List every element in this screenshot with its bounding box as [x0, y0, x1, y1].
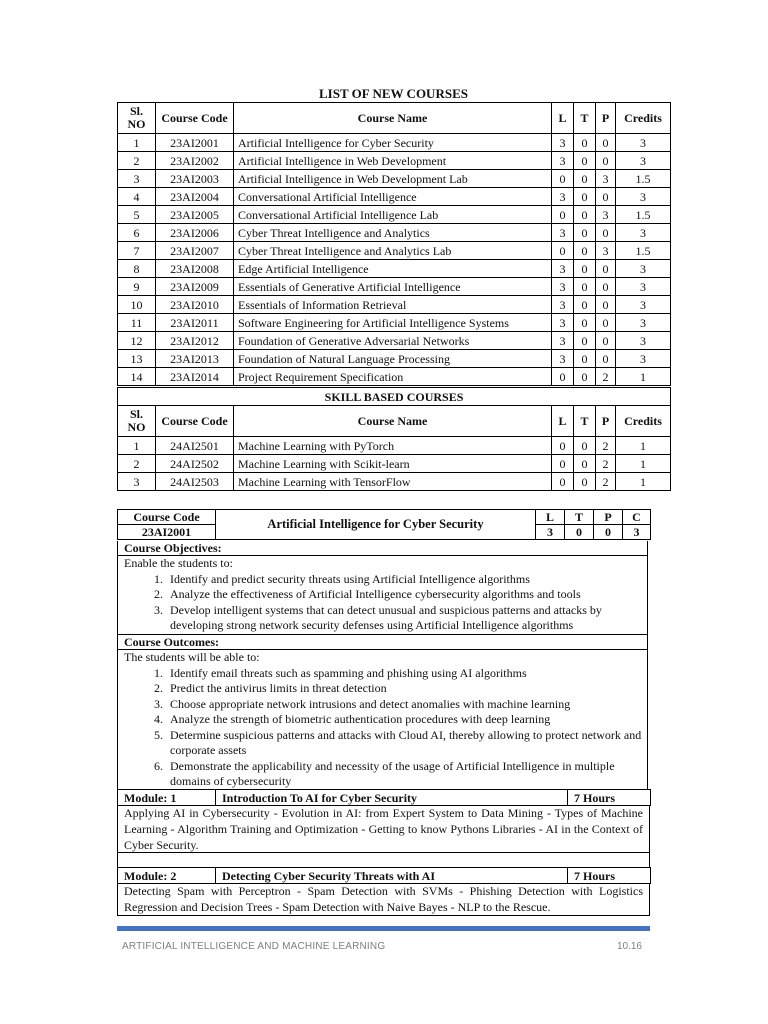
cell-p: 2 — [596, 437, 616, 455]
cell-code: 23AI2010 — [156, 296, 234, 314]
cell-credits: 3 — [616, 350, 671, 368]
cell-t: 0 — [574, 332, 596, 350]
cell-name: Essentials of Information Retrieval — [234, 296, 552, 314]
module-1-header — [117, 789, 651, 806]
cell-p: 0 — [596, 260, 616, 278]
col-header-name: Course Name — [234, 406, 552, 437]
cell-p: 2 — [596, 368, 616, 386]
cell-name: Artificial Intelligence in Web Development Lab — [234, 170, 552, 188]
table-row — [118, 152, 671, 170]
cell-t: 0 — [574, 260, 596, 278]
cell-name: Cyber Threat Intelligence and Analytics — [234, 224, 552, 242]
skill-courses-title: SKILL BASED COURSES — [118, 388, 671, 406]
cell-code: 23AI2003 — [156, 170, 234, 188]
cell-l: 3 — [552, 188, 574, 206]
col-header-p: P — [596, 406, 616, 437]
module-1-hours: 7 Hours — [568, 790, 651, 806]
outcome-item: 3. Choose appropriate network intrusions and detect anomalies with machine learning — [166, 697, 647, 713]
cell-l: 0 — [552, 368, 574, 386]
cell-l: 3 — [552, 152, 574, 170]
module-2-label: Module: 2 — [118, 868, 216, 884]
cell-l: 3 — [552, 278, 574, 296]
module-spacer — [117, 853, 650, 868]
outcome-item: 6. Demonstrate the applicability and necessity of the usage of Artificial Intelligence in multiple domains of cybersecurity — [166, 759, 647, 790]
module-1-label: Module: 1 — [118, 790, 216, 806]
cell-credits: 1 — [616, 437, 671, 455]
cell-l: 0 — [552, 170, 574, 188]
cell-name: Foundation of Generative Adversarial Networks — [234, 332, 552, 350]
cell-code: 23AI2011 — [156, 314, 234, 332]
cell-p: 0 — [596, 152, 616, 170]
cell-p: 0 — [596, 350, 616, 368]
cell-code: 23AI2014 — [156, 368, 234, 386]
table-header-row — [118, 406, 671, 437]
cell-t: 0 — [574, 296, 596, 314]
cell-code: 24AI2501 — [156, 437, 234, 455]
cell-code: 23AI2013 — [156, 350, 234, 368]
table-row — [118, 134, 671, 152]
cell-slno: 14 — [118, 368, 156, 386]
cell-code: 23AI2012 — [156, 332, 234, 350]
cell-t: 0 — [574, 224, 596, 242]
cell-code: 24AI2502 — [156, 455, 234, 473]
cell-code: 23AI2004 — [156, 188, 234, 206]
cell-l: 3 — [552, 350, 574, 368]
outcomes-heading: Course Outcomes: — [124, 635, 219, 649]
cell-credits: 1 — [616, 455, 671, 473]
cell-name: Project Requirement Specification — [234, 368, 552, 386]
cell-code: 23AI2002 — [156, 152, 234, 170]
cell-name: Cyber Threat Intelligence and Analytics Lab — [234, 242, 552, 260]
cell-p: 0 — [596, 134, 616, 152]
cell-code: 23AI2007 — [156, 242, 234, 260]
objective-item: 3. Develop intelligent systems that can detect unusual and suspicious patterns and attacks by developing strong network security defenses using Artificial Intelligence algorithms — [166, 603, 647, 634]
cell-name: Machine Learning with PyTorch — [234, 437, 552, 455]
table-row — [118, 188, 671, 206]
cell-t: 0 — [574, 368, 596, 386]
cell-name: Conversational Artificial Intelligence — [234, 188, 552, 206]
page-number: 10.16 — [616, 941, 642, 952]
cell-credits: 3 — [616, 260, 671, 278]
cell-slno: 10 — [118, 296, 156, 314]
col-header-slno: Sl. NO — [118, 103, 156, 134]
cell-l: 0 — [552, 455, 574, 473]
cell-credits: 3 — [616, 134, 671, 152]
cell-name: Software Engineering for Artificial Intelligence Systems — [234, 314, 552, 332]
cell-slno: 4 — [118, 188, 156, 206]
syllabus-header — [117, 509, 651, 540]
outcome-item: 4. Analyze the strength of biometric authentication procedures with deep learning — [166, 712, 647, 728]
cell-slno: 13 — [118, 350, 156, 368]
cell-p: 0 — [596, 314, 616, 332]
col-header-t: T — [574, 406, 596, 437]
cell-credits: 1.5 — [616, 242, 671, 260]
cell-slno: 1 — [118, 437, 156, 455]
cell-name: Essentials of Generative Artificial Intelligence — [234, 278, 552, 296]
cell-t: 0 — [574, 188, 596, 206]
cell-slno: 3 — [118, 473, 156, 491]
table-row — [118, 332, 671, 350]
footer-title: ARTIFICIAL INTELLIGENCE AND MACHINE LEARNING — [122, 941, 386, 952]
cell-t: 0 — [574, 437, 596, 455]
cell-l: 3 — [552, 332, 574, 350]
table-row — [118, 437, 671, 455]
course-code-value: 23AI2001 — [118, 525, 216, 540]
module-2-title: Detecting Cyber Security Threats with AI — [216, 868, 568, 884]
cell-credits: 3 — [616, 224, 671, 242]
cell-p: 2 — [596, 473, 616, 491]
ltpc-value-c: 3 — [623, 525, 651, 540]
cell-slno: 5 — [118, 206, 156, 224]
cell-code: 23AI2006 — [156, 224, 234, 242]
module-2-header — [117, 867, 651, 884]
outcome-item: 2. Predict the antivirus limits in threat detection — [166, 681, 647, 697]
cell-slno: 1 — [118, 134, 156, 152]
cell-credits: 3 — [616, 278, 671, 296]
ltpc-label-c: C — [623, 510, 651, 525]
cell-p: 3 — [596, 206, 616, 224]
objective-item: 2. Analyze the effectiveness of Artificial Intelligence cybersecurity algorithms and tools — [166, 587, 647, 603]
table-row — [118, 260, 671, 278]
cell-l: 0 — [552, 206, 574, 224]
cell-name: Machine Learning with Scikit-learn — [234, 455, 552, 473]
cell-t: 0 — [574, 242, 596, 260]
objectives-intro: Enable the students to: — [124, 556, 233, 570]
outcomes-box — [117, 650, 648, 790]
table-row — [118, 170, 671, 188]
table-row — [118, 206, 671, 224]
objectives-heading: Course Objectives: — [124, 541, 222, 555]
table-row — [118, 350, 671, 368]
table-row — [118, 296, 671, 314]
cell-code: 23AI2001 — [156, 134, 234, 152]
outcomes-intro: The students will be able to: — [124, 650, 260, 664]
cell-credits: 1.5 — [616, 170, 671, 188]
cell-l: 3 — [552, 296, 574, 314]
cell-credits: 3 — [616, 314, 671, 332]
col-header-l: L — [552, 406, 574, 437]
cell-l: 3 — [552, 224, 574, 242]
table-header-row — [118, 103, 671, 134]
cell-p: 0 — [596, 278, 616, 296]
cell-credits: 1 — [616, 473, 671, 491]
ltpc-label-t: T — [565, 510, 594, 525]
cell-p: 3 — [596, 170, 616, 188]
footer-bar — [117, 926, 650, 931]
table-row — [118, 224, 671, 242]
module-1-content: Applying AI in Cybersecurity - Evolution in AI: from Expert System to Data Mining - Types of Machine Learning - Algorithm Training and Optimization - Getting to know Pythons Libraries - AI in the Context of Cyber Security. — [117, 805, 650, 853]
cell-t: 0 — [574, 170, 596, 188]
table-row — [118, 368, 671, 386]
ltpc-label-l: L — [536, 510, 565, 525]
course-code-label: Course Code — [118, 510, 216, 525]
col-header-credits: Credits — [616, 103, 671, 134]
skill-courses-table — [117, 387, 671, 491]
col-header-t: T — [574, 103, 596, 134]
table-row — [118, 278, 671, 296]
cell-l: 3 — [552, 134, 574, 152]
cell-credits: 3 — [616, 152, 671, 170]
cell-code: 24AI2503 — [156, 473, 234, 491]
objective-item: 1. Identify and predict security threats using Artificial Intelligence algorithms — [166, 572, 647, 588]
cell-slno: 11 — [118, 314, 156, 332]
cell-t: 0 — [574, 350, 596, 368]
cell-slno: 2 — [118, 152, 156, 170]
col-header-name: Course Name — [234, 103, 552, 134]
cell-credits: 3 — [616, 188, 671, 206]
cell-code: 23AI2008 — [156, 260, 234, 278]
cell-p: 0 — [596, 332, 616, 350]
cell-t: 0 — [574, 455, 596, 473]
cell-credits: 1 — [616, 368, 671, 386]
col-header-p: P — [596, 103, 616, 134]
module-1-title: Introduction To AI for Cyber Security — [216, 790, 568, 806]
cell-credits: 3 — [616, 296, 671, 314]
cell-t: 0 — [574, 314, 596, 332]
outcome-item: 5. Determine suspicious patterns and attacks with Cloud AI, thereby allowing to protect network and corporate assets — [166, 728, 647, 759]
cell-slno: 2 — [118, 455, 156, 473]
cell-credits: 3 — [616, 332, 671, 350]
cell-t: 0 — [574, 278, 596, 296]
course-title: Artificial Intelligence for Cyber Security — [216, 510, 536, 540]
cell-code: 23AI2009 — [156, 278, 234, 296]
cell-t: 0 — [574, 152, 596, 170]
new-courses-table — [117, 102, 671, 386]
cell-p: 3 — [596, 242, 616, 260]
cell-slno: 6 — [118, 224, 156, 242]
objectives-list — [124, 572, 647, 634]
objectives-heading-box — [117, 541, 648, 556]
new-courses-title: LIST OF NEW COURSES — [319, 86, 468, 101]
module-2-hours: 7 Hours — [568, 868, 651, 884]
cell-name: Edge Artificial Intelligence — [234, 260, 552, 278]
col-header-code: Course Code — [156, 103, 234, 134]
cell-t: 0 — [574, 473, 596, 491]
outcome-item: 1. Identify email threats such as spamming and phishing using AI algorithms — [166, 666, 647, 682]
outcomes-heading-box — [117, 635, 648, 650]
cell-name: Artificial Intelligence for Cyber Security — [234, 134, 552, 152]
cell-slno: 12 — [118, 332, 156, 350]
cell-name: Foundation of Natural Language Processing — [234, 350, 552, 368]
module-2-content: Detecting Spam with Perceptron - Spam Detection with SVMs - Phishing Detection with Logistics Regression and Decision Trees - Spam Detection with Naive Bayes - NLP to the Rescue. — [117, 883, 650, 916]
cell-p: 0 — [596, 224, 616, 242]
col-header-slno: Sl. NO — [118, 406, 156, 437]
ltpc-value-p: 0 — [594, 525, 623, 540]
cell-name: Conversational Artificial Intelligence Lab — [234, 206, 552, 224]
cell-p: 0 — [596, 188, 616, 206]
col-header-code: Course Code — [156, 406, 234, 437]
cell-slno: 9 — [118, 278, 156, 296]
cell-l: 0 — [552, 437, 574, 455]
cell-t: 0 — [574, 134, 596, 152]
cell-credits: 1.5 — [616, 206, 671, 224]
ltpc-value-l: 3 — [536, 525, 565, 540]
cell-code: 23AI2005 — [156, 206, 234, 224]
cell-l: 0 — [552, 242, 574, 260]
col-header-l: L — [552, 103, 574, 134]
table-row — [118, 473, 671, 491]
cell-slno: 7 — [118, 242, 156, 260]
cell-l: 0 — [552, 473, 574, 491]
outcomes-list — [124, 666, 647, 790]
cell-l: 3 — [552, 260, 574, 278]
cell-slno: 3 — [118, 170, 156, 188]
table-row — [118, 314, 671, 332]
ltpc-label-p: P — [594, 510, 623, 525]
cell-p: 0 — [596, 296, 616, 314]
cell-name: Machine Learning with TensorFlow — [234, 473, 552, 491]
ltpc-value-t: 0 — [565, 525, 594, 540]
cell-name: Artificial Intelligence in Web Development — [234, 152, 552, 170]
table-row — [118, 242, 671, 260]
cell-p: 2 — [596, 455, 616, 473]
cell-l: 3 — [552, 314, 574, 332]
cell-t: 0 — [574, 206, 596, 224]
objectives-box — [117, 556, 648, 635]
table-row — [118, 455, 671, 473]
cell-slno: 8 — [118, 260, 156, 278]
col-header-credits: Credits — [616, 406, 671, 437]
